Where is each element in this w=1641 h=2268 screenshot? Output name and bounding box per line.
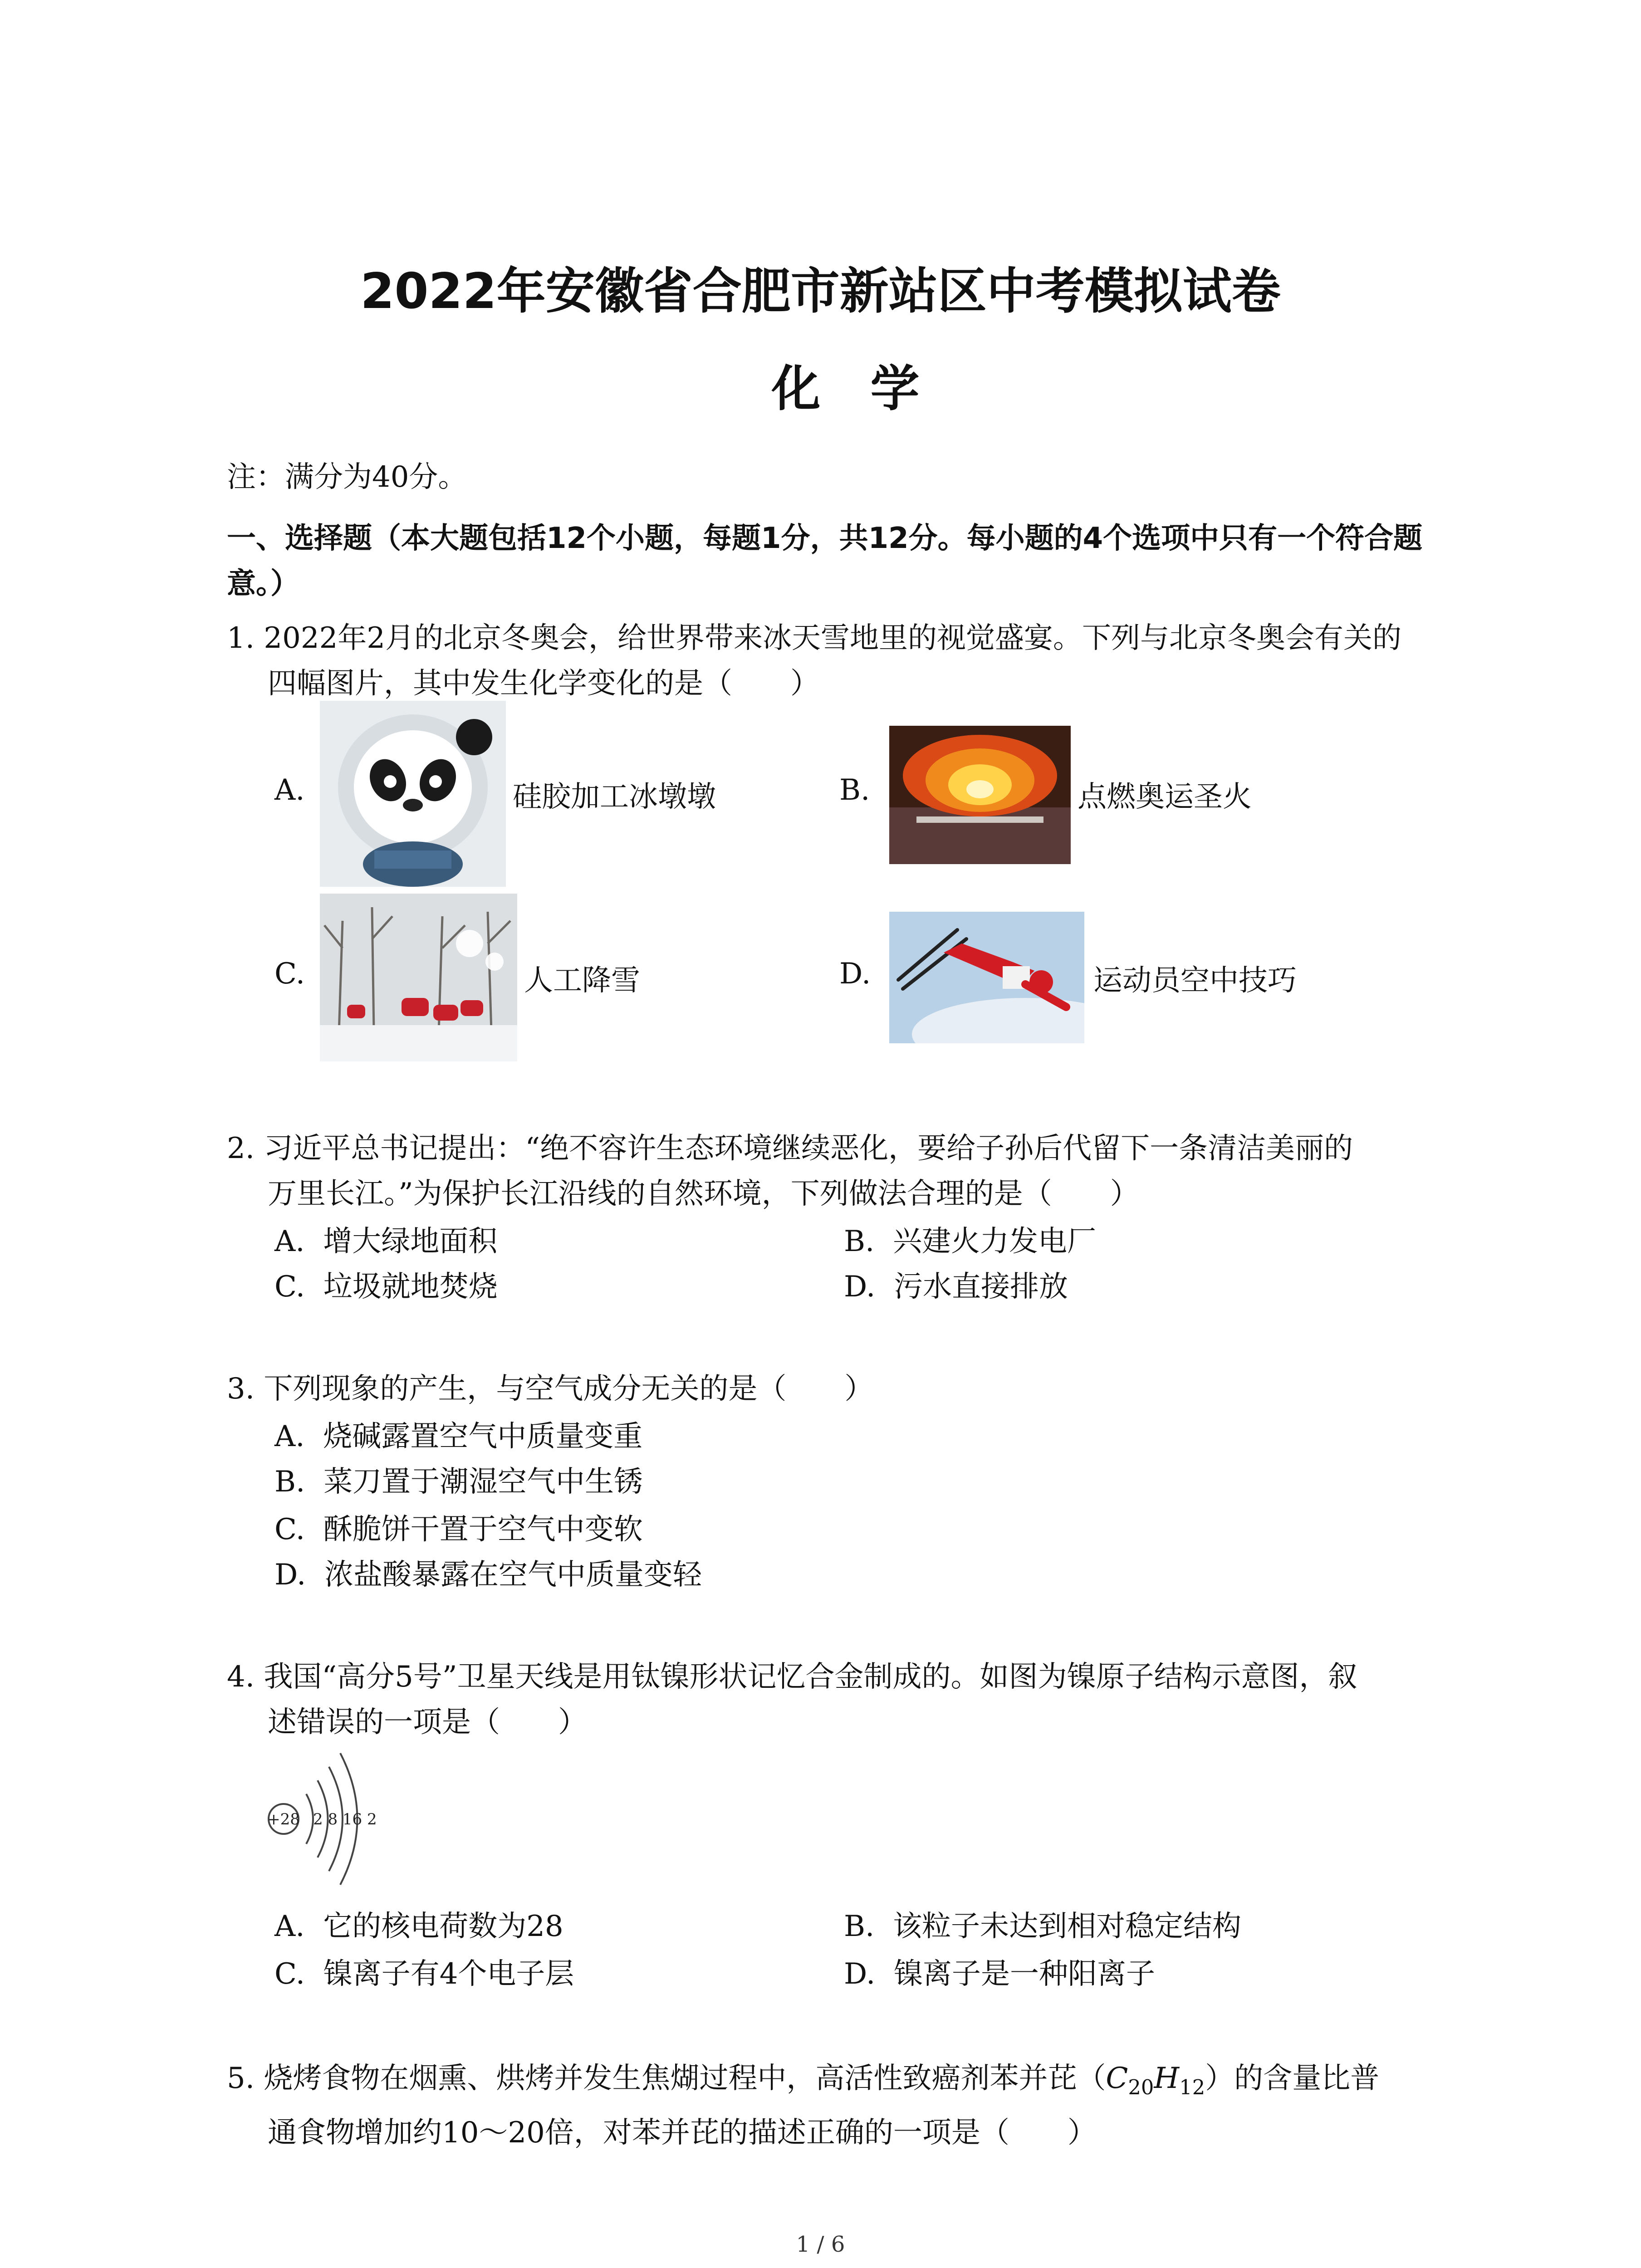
q1-option-a-letter: A. [274, 773, 305, 807]
q1-option-b-text: 点燃奥运圣火 [1078, 780, 1252, 814]
q2-option-a: A. 增大绿地面积 [274, 1225, 498, 1258]
q2-option-b: B. 兴建火力发电厂 [844, 1225, 1097, 1258]
q4-stem-line2: 述错误的一项是（ ） [268, 1706, 587, 1739]
formula-carbon: C [1106, 2062, 1128, 2095]
q3-option-a: A. 烧碱露置空气中质量变重 [274, 1420, 643, 1453]
q2-option-c: C. 垃圾就地焚烧 [274, 1270, 498, 1304]
formula-hydrogen: H [1154, 2062, 1180, 2095]
section-heading-line1: 一、选择题（本大题包括12个小题，每题1分，共12分。每小题的4个选项中只有一个符合题 [227, 522, 1423, 555]
q3-option-d: D. 浓盐酸暴露在空气中质量变轻 [274, 1558, 702, 1592]
q1-option-c-letter: C. [274, 957, 305, 991]
q1-stem-line1: 1. 2022年2月的北京冬奥会，给世界带来冰天雪地里的视觉盛宴。下列与北京冬奥会有关的 [227, 621, 1401, 655]
q1-image-olympic-flame [889, 726, 1071, 864]
nucleus-label: +28 [267, 1810, 300, 1828]
q4-option-d: D. 镍离子是一种阳离子 [844, 1957, 1156, 1991]
q1-image-artificial-snow [320, 894, 517, 1061]
q1-option-b-letter: B. [839, 773, 870, 807]
q1-image-aerial-skier [889, 912, 1084, 1043]
q4-stem-line1: 4. 我国“高分5号”卫星天线是用钛镍形状记忆合金制成的。如图为镍原子结构示意图，叙 [227, 1660, 1357, 1694]
exam-title: 2022年安徽省合肥市新站区中考模拟试卷 [360, 263, 1281, 320]
q1-option-d-text: 运动员空中技巧 [1093, 964, 1297, 997]
q3-stem: 3. 下列现象的产生，与空气成分无关的是（ ） [227, 1372, 874, 1406]
q3-option-c: C. 酥脆饼干置于空气中变软 [274, 1513, 643, 1546]
q2-stem-line2: 万里长江。”为保护长江沿线的自然环境，下列做法合理的是（ ） [268, 1177, 1139, 1211]
electron-shell-counts: 2 8 16 2 [313, 1810, 377, 1828]
q4-option-b: B. 该粒子未达到相对稳定结构 [844, 1910, 1242, 1943]
q5-stem-line1: 5. 烧烤食物在烟熏、烘烤并发生焦煳过程中，高活性致癌剂苯并芘$(C_{20}H_{12})$的含量比普 [227, 2062, 1380, 2099]
q1-option-d-letter: D. [839, 957, 871, 991]
q1-option-a-text: 硅胶加工冰墩墩 [513, 780, 716, 814]
q2-stem-line1: 2. 习近平总书记提出：“绝不容许生态环境继续恶化，要给子孙后代留下一条清洁美丽的 [227, 1132, 1353, 1165]
page-number: 1 / 6 [796, 2232, 845, 2257]
q4-option-a: A. 它的核电荷数为28 [274, 1910, 563, 1943]
section-heading-line2: 意。） [227, 567, 299, 601]
nickel-atom-diagram [263, 1742, 399, 1896]
q4-option-c: C. 镍离子有4个电子层 [274, 1957, 574, 1991]
q1-option-c-text: 人工降雪 [524, 964, 640, 997]
subject-title: 化学 [771, 361, 970, 417]
score-note: 注：满分为40分。 [227, 460, 467, 494]
q1-stem-line2: 四幅图片，其中发生化学变化的是（ ） [268, 667, 819, 700]
q2-option-d: D. 污水直接排放 [844, 1270, 1068, 1304]
q1-image-bing-dwen-dwen [320, 701, 506, 887]
q3-option-b: B. 菜刀置于潮湿空气中生锈 [274, 1465, 643, 1499]
q5-stem-line2: 通食物增加约10～20倍，对苯并芘的描述正确的一项是（ ） [268, 2116, 1097, 2150]
